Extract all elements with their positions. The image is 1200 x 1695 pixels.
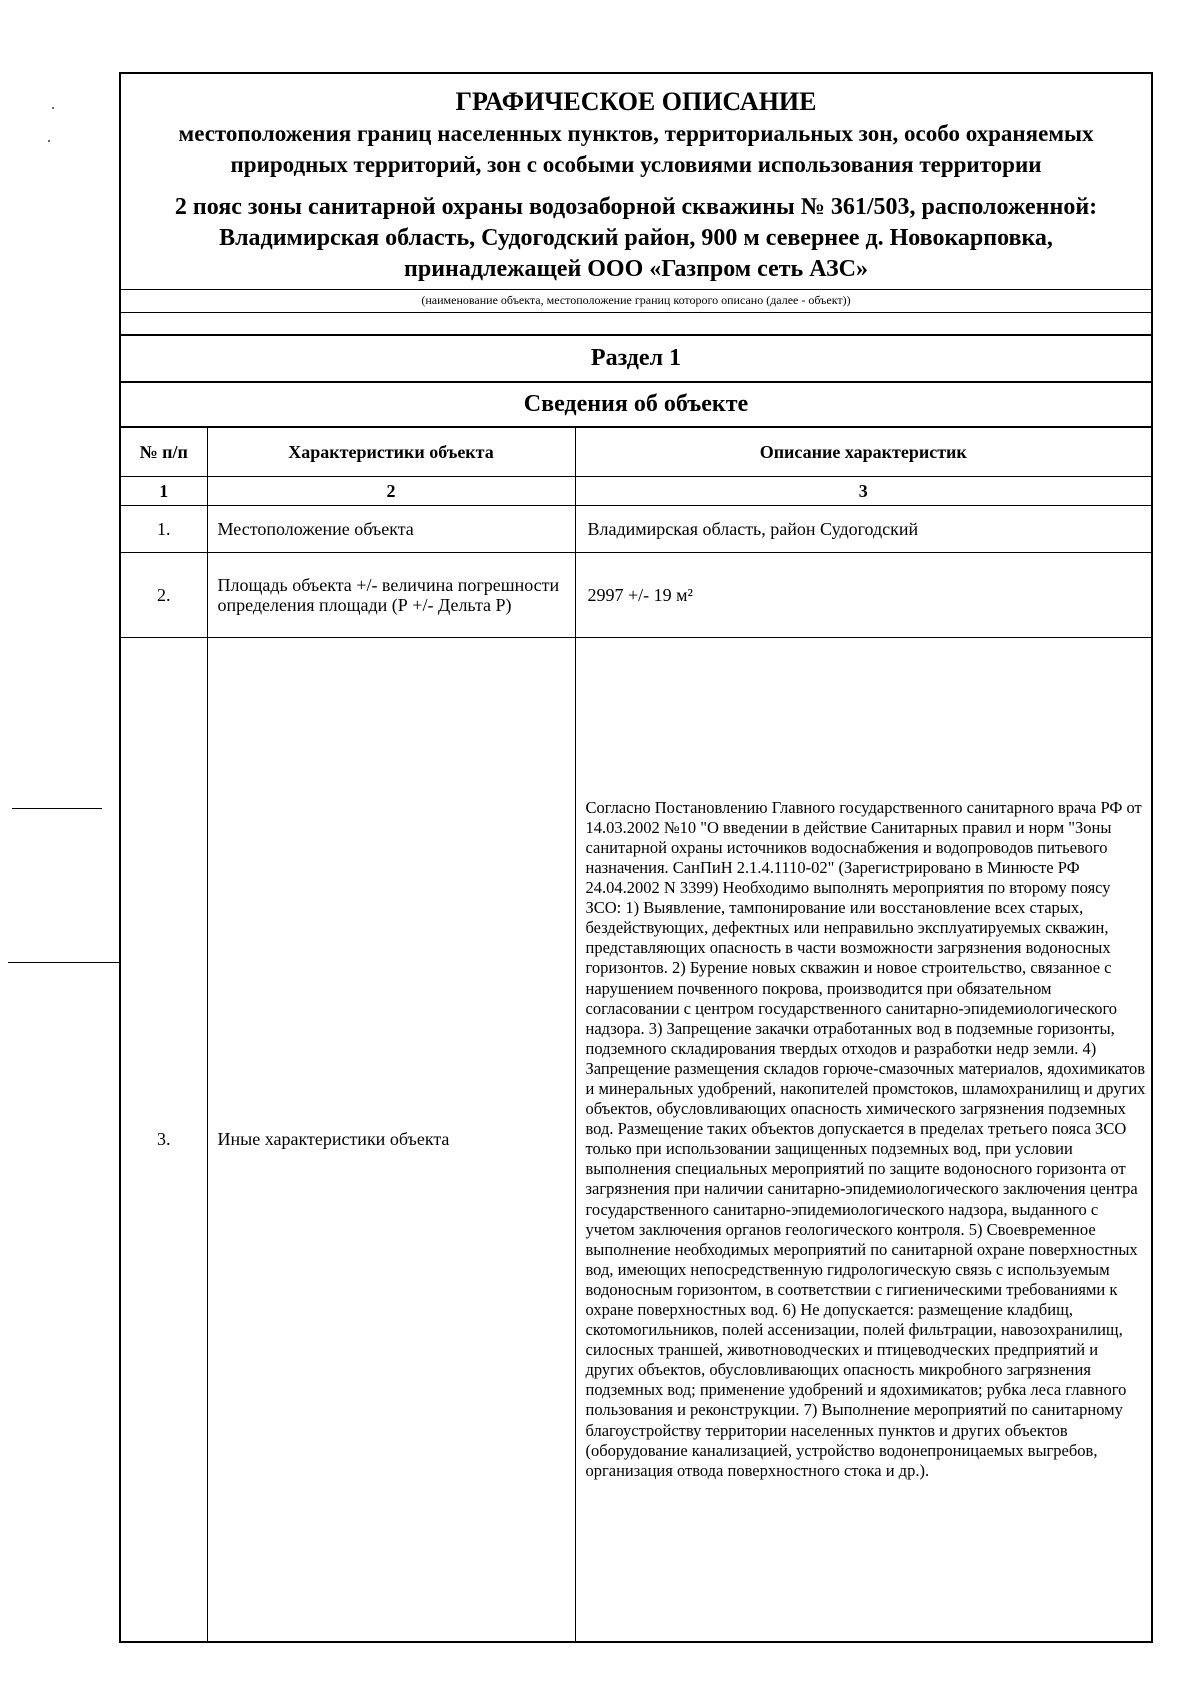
column-number: 1 — [121, 477, 207, 506]
row-description: Согласно Постановлению Главного государственного санитарного врача РФ от 14.03.2002 №10 "О введении в действие Санитарных правил и норм "Зоны санитарной охраны источников водоснабжения и водопроводов питьевого назначения. СанПиН 2.1.4.1110-02" (Зарегистрировано в Минюсте РФ 24.04.2002 N 3399) Необходимо выполнять мероприятия по второму поясу ЗСО: 1) Выявление, тампонирование или восстановление всех старых, бездействующих, дефектных или неправильно эксплуатируемых скважин, представляющих опасность в части возможности загрязнения водоносных горизонтов. 2) Бурение новых скважин и новое строительство, связанное с нарушением почвенного покрова, производится при обязательном согласовании с центром государственного санитарно-эпидемиологического надзора. 3) Запрещение закачки отработанных вод в подземные горизонты, подземного складирования твердых отходов и разработки недр земли. 4) Запрещение размещения складов горюче-смазочных материалов, ядохимикатов и минеральных удобрений, накопителей промстоков, шламохранилищ и других объектов, обусловливающих опасность химического загрязнения подземных вод. Размещение таких объектов допускается в пределах третьего пояса ЗСО только при использовании защищенных подземных вод, при условии выполнения специальных мероприятий по защите водоносного горизонта от загрязнения при наличии санитарно-эпидемиологического заключения центра государственного санитарно-эпидемиологического надзора, выданного с учетом заключения органов геологического контроля. 5) Своевременное выполнение необходимых мероприятий по санитарной охране поверхностных вод, имеющих непосредственную гидрологическую связь с используемым водоносным горизонтом, в соответствии с гигиеническими требованиями к охране поверхностных вод. 6) Не допускается: размещение кладбищ, скотомогильников, полей ассенизации, полей фильтрации, навозохранилищ, силосных траншей, животноводческих и птицеводческих предприятий и других объектов, обусловливающих опасность микробного загрязнения подземных вод; применение удобрений и ядохимикатов; рубка леса главного пользования и реконструкции. 7) Выполнение мероприятий по санитарному благоустройству территории населенных пунктов и других объектов (оборудование канализацией, устройство водонепроницаемых выгребов, организация отвода поверхностного стока и др.). — [575, 638, 1151, 1641]
object-name: 2 пояс зоны санитарной охраны водозаборной скважины № 361/503, расположенной: Владимирская область, Судогодский район, 900 м севернее д. Новокарповка, принадлежащей ООО «Газпром сеть АЗС» — [174, 194, 1098, 282]
document-subtitle: местоположения границ населенных пунктов, территориальных зон, особо охраняемых природных территорий, зон с особыми условиями использования территории — [178, 121, 1094, 177]
row-description: Владимирская область, район Судогодский — [575, 506, 1151, 553]
scan-mark — [52, 107, 54, 109]
column-number: 3 — [575, 477, 1151, 506]
column-number-row — [121, 477, 1151, 506]
margin-rule — [8, 962, 120, 963]
margin-rule — [12, 808, 102, 809]
table-row — [121, 553, 1151, 638]
document-frame — [119, 72, 1153, 1643]
row-number: 3. — [121, 638, 207, 1641]
row-description: 2997 +/- 19 м² — [575, 553, 1151, 638]
scan-mark — [48, 140, 50, 142]
table-row — [121, 506, 1151, 553]
object-info-table — [121, 426, 1151, 1641]
section-number: Раздел 1 — [121, 334, 1151, 381]
header-number: № п/п — [121, 427, 207, 477]
header-characteristic: Характеристики объекта — [207, 427, 575, 477]
row-number: 2. — [121, 553, 207, 638]
row-characteristic: Иные характеристики объекта — [207, 638, 575, 1641]
table-header-row — [121, 427, 1151, 477]
section-title: Сведения об объекте — [121, 381, 1151, 426]
document-title: ГРАФИЧЕСКОЕ ОПИСАНИЕ — [455, 87, 817, 116]
header-description: Описание характеристик — [575, 427, 1151, 477]
blank-row — [121, 312, 1151, 334]
object-name-hint: (наименование объекта, местоположение границ которого описано (далее - объект)) — [121, 289, 1151, 312]
row-characteristic: Местоположение объекта — [207, 506, 575, 553]
row-characteristic: Площадь объекта +/- величина погрешности определения площади (Р +/- Дельта Р) — [207, 553, 575, 638]
table-row — [121, 638, 1151, 1641]
column-number: 2 — [207, 477, 575, 506]
row-number: 1. — [121, 506, 207, 553]
